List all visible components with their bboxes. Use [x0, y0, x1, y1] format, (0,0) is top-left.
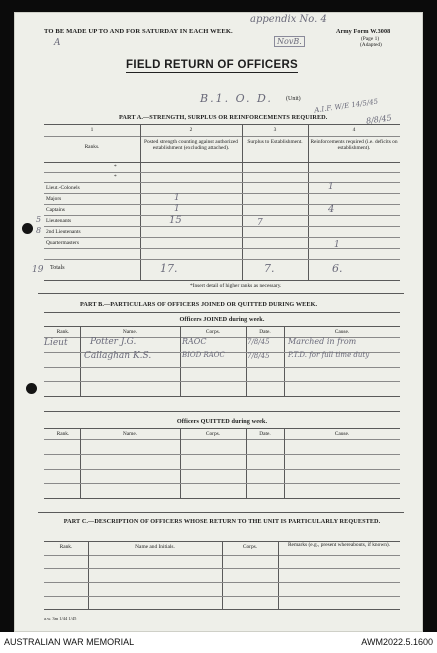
handwritten-week: NovB.: [274, 36, 305, 47]
footnote: *Insert detail of higher ranks as necessary.: [190, 283, 282, 289]
part-b-heading: PART B.—PARTICULARS OF OFFICERS JOINED OR QUITTED DURING WEEK.: [80, 301, 318, 308]
unit-label: (Unit): [286, 96, 301, 102]
col-header-reinforcements: Reinforcements required (i.e. deficits on establishment).: [310, 139, 398, 151]
unit-handwritten-ref: A.I.F. W/E 14/5/45: [313, 97, 379, 115]
quitted-col-name: Name.: [122, 431, 138, 437]
caption-bar: [0, 632, 437, 653]
col-number-1: 1: [90, 127, 94, 133]
joined-row-2-name: Callaghan K.S.: [84, 351, 152, 361]
form-title: FIELD RETURN OF OFFICERS: [126, 59, 299, 71]
quitted-col-cause: Cause.: [334, 431, 350, 437]
handwritten-corner-mark: A: [54, 38, 61, 48]
joined-row-2-corps: BIOD RAOC: [182, 351, 225, 359]
rank-captains: Captains: [46, 207, 65, 213]
page-number: (Page 1): [361, 36, 380, 42]
margin-mark-totals: 19: [32, 265, 44, 275]
punch-hole-top: [22, 223, 33, 234]
joined-col-name: Name.: [122, 329, 138, 335]
captains-reinforcements: 4: [328, 204, 335, 215]
unit-handwritten-date: 8/8/45: [365, 113, 393, 126]
col-number-3: 3: [273, 127, 277, 133]
part-c-col-name: Name and Initials.: [135, 544, 175, 550]
quitted-col-rank: Rank.: [56, 431, 70, 437]
joined-row-1-name: Potter J.G.: [90, 337, 137, 347]
joined-heading: Officers JOINED during week.: [179, 316, 265, 323]
rank-lt-colonels: Lieut.-Colonels: [46, 185, 80, 191]
part-c-heading: PART C.—DESCRIPTION OF OFFICERS WHOSE RETURN TO THE UNIT IS PARTICULARLY REQUESTED.: [63, 518, 381, 525]
part-c-col-remarks: Remarks (e.g., present whereabouts, if known).: [287, 542, 391, 548]
accession-number: AWM2022.5.1600: [361, 637, 433, 647]
joined-col-rank: Rank.: [56, 329, 70, 335]
quitted-col-date: Date.: [259, 431, 271, 437]
part-a-heading: PART A.—STRENGTH, SURPLUS OR REINFORCEMENTS REQUIRED.: [119, 114, 328, 121]
joined-col-cause: Cause.: [334, 329, 350, 335]
form-number: Army Form W.3008: [336, 28, 391, 35]
qm-reinforcements: 1: [334, 240, 340, 250]
lt-col-reinforcements: 1: [328, 182, 334, 192]
joined-row-1-corps: RAOC: [182, 337, 207, 346]
totals-posted: 17.: [160, 262, 178, 275]
col-number-2: 2: [189, 127, 193, 133]
lieutenants-surplus: 7: [257, 218, 263, 228]
joined-row-2-cause: P.T.D. for full time duty: [288, 351, 370, 359]
totals-surplus: 7.: [264, 262, 275, 275]
instruction-text: TO BE MADE UP TO AND FOR SATURDAY IN EACH WEEK.: [44, 28, 233, 35]
quitted-col-corps: Corps.: [205, 431, 221, 437]
col-header-posted: Posted strength counting against authorized establishment (excluding attached).: [143, 139, 239, 151]
joined-row-1-cause: Marched in from: [288, 337, 357, 346]
joined-col-corps: Corps.: [205, 329, 221, 335]
part-c-col-corps: Corps.: [242, 544, 258, 550]
col-header-surplus: Surplus to Establishment.: [247, 139, 303, 145]
majors-posted: 1: [174, 193, 180, 203]
rank-lieutenants: Lieutenants: [46, 218, 72, 224]
col-number-4: 4: [352, 127, 356, 133]
joined-col-date: Date.: [259, 329, 271, 335]
col-header-ranks: Ranks.: [84, 144, 100, 150]
totals-reinforcements: 6.: [332, 262, 343, 275]
rank-2nd-lieutenants: 2nd Lieutenants: [46, 229, 81, 235]
adapted-label: (Adapted): [360, 42, 382, 48]
joined-row-1-date: 7/8/45: [247, 338, 270, 346]
totals-label: Totals: [50, 265, 65, 271]
joined-row-2-date: 7/8/45: [247, 352, 270, 360]
source-credit: AUSTRALIAN WAR MEMORIAL: [4, 637, 135, 647]
form-sheet: TO BE MADE UP TO AND FOR SATURDAY IN EACH WEEK. appendix No. 4 NovB. A Army Form W.3008 (Page 1) (Adapted) FIELD RETURN OF OFFICERS B.1. O. D. (Unit) A.I.F. W/E 14/5/45 8/8/45 PART A.—STRENGTH, SURPLUS OR REINFORCEMENTS REQUIRED. 1 2 3 4 Ranks. Posted strength counting against authorized establishment (excluding attached). Surplus to Establishment. Reinforcements required (i.e. deficits on establishment). * * Lieut.-Colonels Majors Captains Lieutenants 2nd Lieutenants Quartermasters Totals 1 1 1 4 15 7 1 17. 7. 6. 5 8 19 *Insert detail of higher ranks as necessary. PART B.—PARTICULARS OF OFFICERS JOINED OR QUITTED DURING WEEK. Officers JOINED during week. Rank. Name. Corps. Date. Cause. Lieut Potter J.G. RAOC 7/8/45 Marched in from Callaghan K.S. BIOD RAOC 7/8/45 P.T.D. for full time duty Officers QUITTED during week. Rank. Name. Corps. Date. Cause. PART C.—DESCRIPTION OF OFFICERS WHOSE RETURN TO THE UNIT IS PARTICULARLY REQUESTED. Rank. Name and Initials. Corps. Remarks (e.g., present whereabouts, if known). a.w. 3m 1/44 1/45: [14, 12, 423, 632]
joined-row-1-rank: Lieut: [44, 338, 68, 348]
captains-posted: 1: [174, 204, 180, 214]
rank-quartermasters: Quartermasters: [46, 240, 79, 246]
printer-code: a.w. 3m 1/44 1/45: [44, 616, 77, 621]
rank-majors: Majors: [46, 196, 62, 202]
punch-hole-bottom: [26, 383, 37, 394]
lieutenants-posted: 15: [169, 215, 182, 226]
handwritten-appendix: appendix No. 4: [250, 14, 327, 25]
unit-handwritten: B.1. O. D.: [200, 92, 273, 105]
margin-mark-lieutenants: 8: [36, 226, 42, 235]
margin-mark-captains: 5: [36, 215, 42, 224]
quitted-heading: Officers QUITTED during week.: [176, 418, 268, 425]
part-c-col-rank: Rank.: [59, 544, 73, 550]
